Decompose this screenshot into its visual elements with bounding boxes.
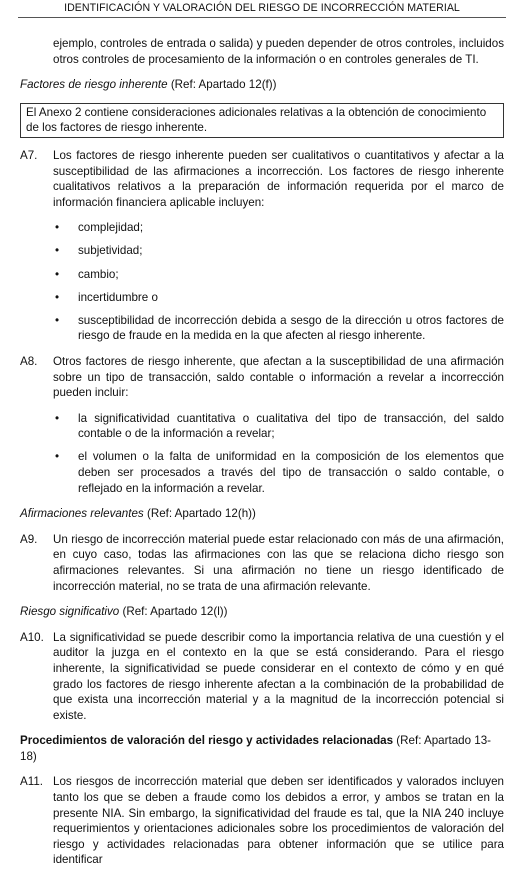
list-item-text: cambio;: [78, 267, 119, 281]
section-ref: (Ref: Apartado 12(l)): [119, 605, 228, 619]
list-item: [53, 313, 504, 344]
section-title: Riesgo significativo: [20, 605, 120, 619]
list-item: [53, 449, 504, 496]
paragraph-a8: [20, 354, 504, 401]
paragraph-text: La significatividad se puede describir como la importancia relativa de una cuestión y el auditor la juzga en el contexto en la que se está considerando. Para el riesgo inherente, la significatividad se puede considerar en el contexto de cómo y en qué grado los factores de riesgo inherente afectan a la combinación de la probabilidad de que exista una incorrección material y a la magnitud de la incorrección potencial si existe.: [53, 630, 504, 722]
paragraph-text: Otros factores de riesgo inherente, que afectan a la susceptibilidad de una afirmación sobre un tipo de transacción, saldo contable o información a revelar a incorrección pueden incluir:: [53, 354, 504, 400]
bullet-list-a7: [20, 220, 504, 344]
note-box: [20, 103, 504, 138]
section-heading-inherent-risk: [20, 77, 504, 93]
paragraph-number: A7.: [20, 148, 38, 162]
paragraph-a11: [20, 774, 504, 868]
section-ref: (Ref: Apartado 12(f)): [167, 78, 277, 92]
list-item: [53, 411, 504, 442]
section-title: Afirmaciones relevantes: [20, 507, 144, 521]
paragraph-number: A9.: [20, 532, 38, 546]
paragraph-text: Un riesgo de incorrección material puede estar relacionado con más de una afirmación, en cuyo caso, todas las afirmaciones con las que se relaciona dicho riesgo son afirmaciones relevantes. Si una afirmación no tiene un riesgo identificado de incorrección material, no se trata de una afirmación relevante.: [53, 532, 504, 593]
list-item: [53, 267, 504, 283]
list-item-text: incertidumbre o: [78, 290, 158, 304]
list-item-text: complejidad;: [78, 221, 144, 235]
section-title: Procedimientos de valoración del riesgo y actividades relacionadas: [20, 734, 394, 748]
section-ref: (Ref: Apartado 12(h)): [143, 507, 256, 521]
note-text: El Anexo 2 contiene consideraciones adicionales relativas a la obtención de conocimiento de los factores de riesgo inherente.: [26, 105, 487, 135]
bullet-icon: •: [55, 450, 60, 464]
bullet-icon: •: [55, 313, 60, 327]
list-item-text: susceptibilidad de incorrección debida a sesgo de la dirección u otros factores de riesgo de fraude en la medida en la que afecten al riesgo inherente.: [78, 313, 504, 343]
section-title: Factores de riesgo inherente: [20, 78, 168, 92]
bullet-icon: •: [55, 244, 60, 258]
running-header: IDENTIFICACIÓN Y VALORACIÓN DEL RIESGO DE INCORRECCIÓN MATERIAL: [64, 2, 460, 14]
paragraph-a10: [20, 630, 504, 724]
paragraph-text: Los riesgos de incorrección material que deben ser identificados y valorados incluyen tanto los que se deben a fraude como los debidos a error, y ambos se tratan en la presente NIA. Sin embargo, la significatividad del fraude es tal, que la NIA 240 incluye requerimientos y orientaciones adicionales sobre los procedimientos de valoración del riesgo y actividades relacionadas para obtener información que se utilice para identificar: [53, 775, 504, 867]
header-divider: [18, 17, 506, 18]
list-item-text: el volumen o la falta de uniformidad en la composición de los elementos que deben ser procesados a través del tipo de transacción o saldo contable, o reflejado en la información a revelar.: [78, 450, 504, 495]
section-heading-relevant-assertions: [20, 506, 504, 522]
document-body: [20, 36, 504, 878]
section-ref: (Ref: Apartado 13-18): [20, 734, 492, 763]
section-heading-significant-risk: [20, 604, 504, 620]
paragraph-number: A10.: [20, 630, 44, 644]
list-item-text: la significatividad cuantitativa o cualitativa del tipo de transacción, del saldo contable o de la información a revelar;: [78, 411, 504, 441]
list-item: [53, 290, 504, 306]
bullet-icon: •: [55, 221, 60, 235]
list-item: [53, 243, 504, 259]
section-heading-risk-assessment: [20, 733, 504, 764]
paragraph-number: A8.: [20, 354, 38, 368]
paragraph-number: A11.: [20, 775, 43, 789]
list-item-text: subjetividad;: [78, 244, 143, 258]
paragraph-text: Los factores de riesgo inherente pueden ser cualitativos o cuantitativos y afectar a la susceptibilidad de las afirmaciones a incorrección. Los factores de riesgo inherente cualitativos relativos a la preparación de información requerida por el marco de información financiera aplicable incluyen:: [53, 148, 504, 209]
continuation-paragraph: ejemplo, controles de entrada o salida) y pueden depender de otros controles, incluidos otros controles de procesamiento de la información o en controles generales de TI.: [53, 37, 504, 66]
bullet-icon: •: [55, 267, 60, 281]
paragraph-a7: [20, 148, 504, 210]
paragraph-a9: [20, 532, 504, 594]
bullet-icon: •: [55, 290, 60, 304]
list-item: [53, 220, 504, 236]
bullet-icon: •: [55, 411, 60, 425]
bullet-list-a8: [20, 411, 504, 496]
